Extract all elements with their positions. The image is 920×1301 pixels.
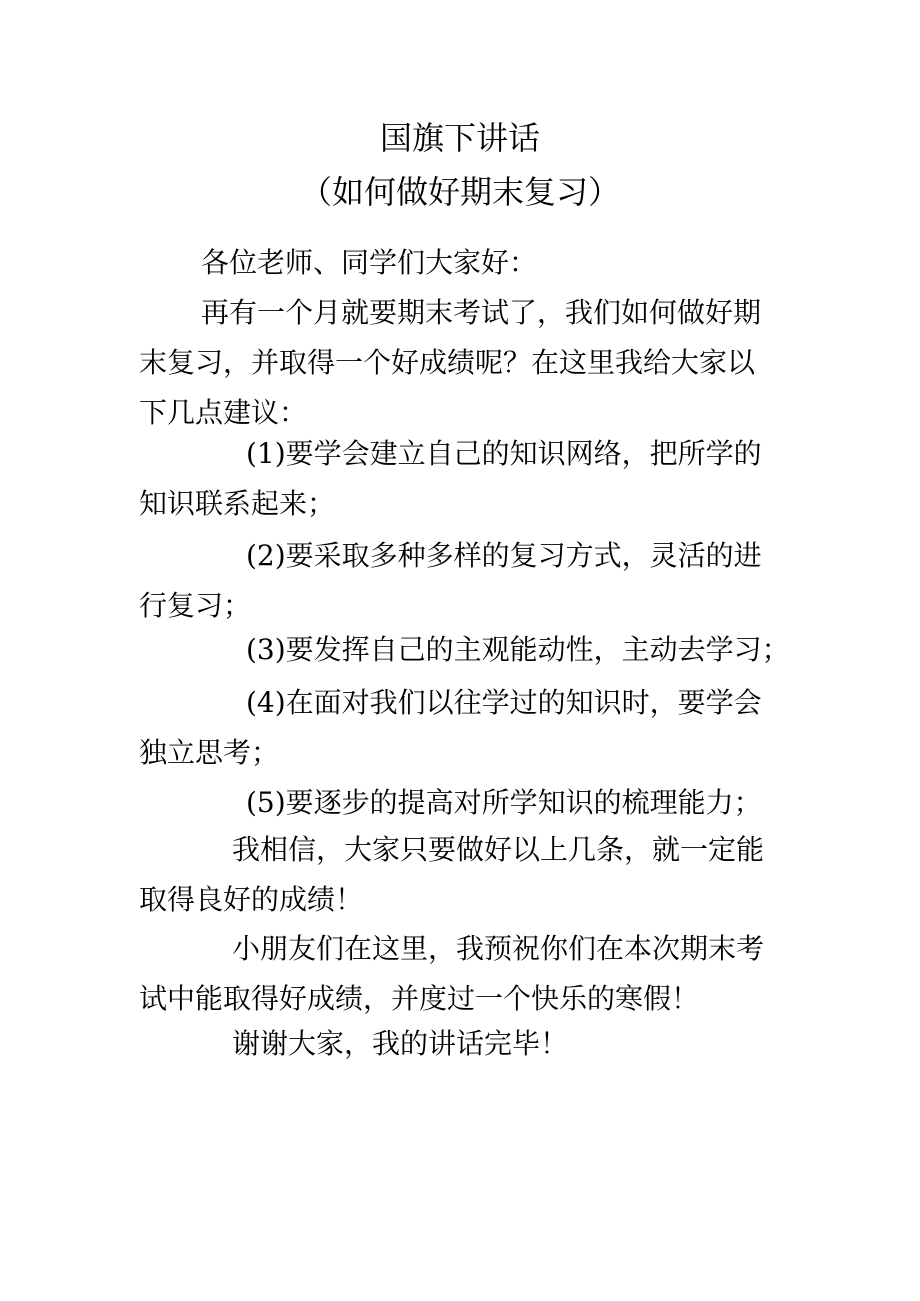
- body-line: 再有一个月就要期末考试了，我们如何做好期: [201, 296, 762, 329]
- body-line: 末复习，并取得一个好成绩呢？在这里我给大家以: [139, 346, 756, 379]
- document-title: 国旗下讲话: [379, 119, 540, 157]
- body-line: 我相信，大家只要做好以上几条，就一定能: [232, 833, 765, 866]
- suggestion-1-continuation: 知识联系起来；: [139, 487, 336, 520]
- body-line: 下几点建议：: [139, 396, 308, 429]
- greeting-line: 各位老师、同学们大家好：: [201, 246, 538, 279]
- suggestion-3-line: (3)要发挥自己的主观能动性，主动去学习；: [246, 633, 790, 666]
- suggestion-2-continuation: 行复习；: [139, 589, 252, 622]
- closing-line: 谢谢大家，我的讲话完毕！: [232, 1027, 569, 1060]
- body-line: 取得良好的成绩！: [139, 883, 364, 916]
- suggestion-4-continuation: 独立思考；: [139, 736, 280, 769]
- suggestion-4-line: (4)在面对我们以往学过的知识时，要学会: [246, 686, 762, 719]
- document-subtitle: （如何做好期末复习）: [299, 173, 620, 211]
- suggestion-1-line: (1)要学会建立自己的知识网络，把所学的: [246, 437, 762, 470]
- suggestion-2-line: (2)要采取多种多样的复习方式，灵活的进: [246, 539, 762, 572]
- body-line: 小朋友们在这里，我预祝你们在本次期末考: [232, 932, 765, 965]
- suggestion-5-line: (5)要逐步的提高对所学知识的梳理能力；: [246, 786, 762, 819]
- body-line: 试中能取得好成绩，并度过一个快乐的寒假！: [139, 982, 700, 1015]
